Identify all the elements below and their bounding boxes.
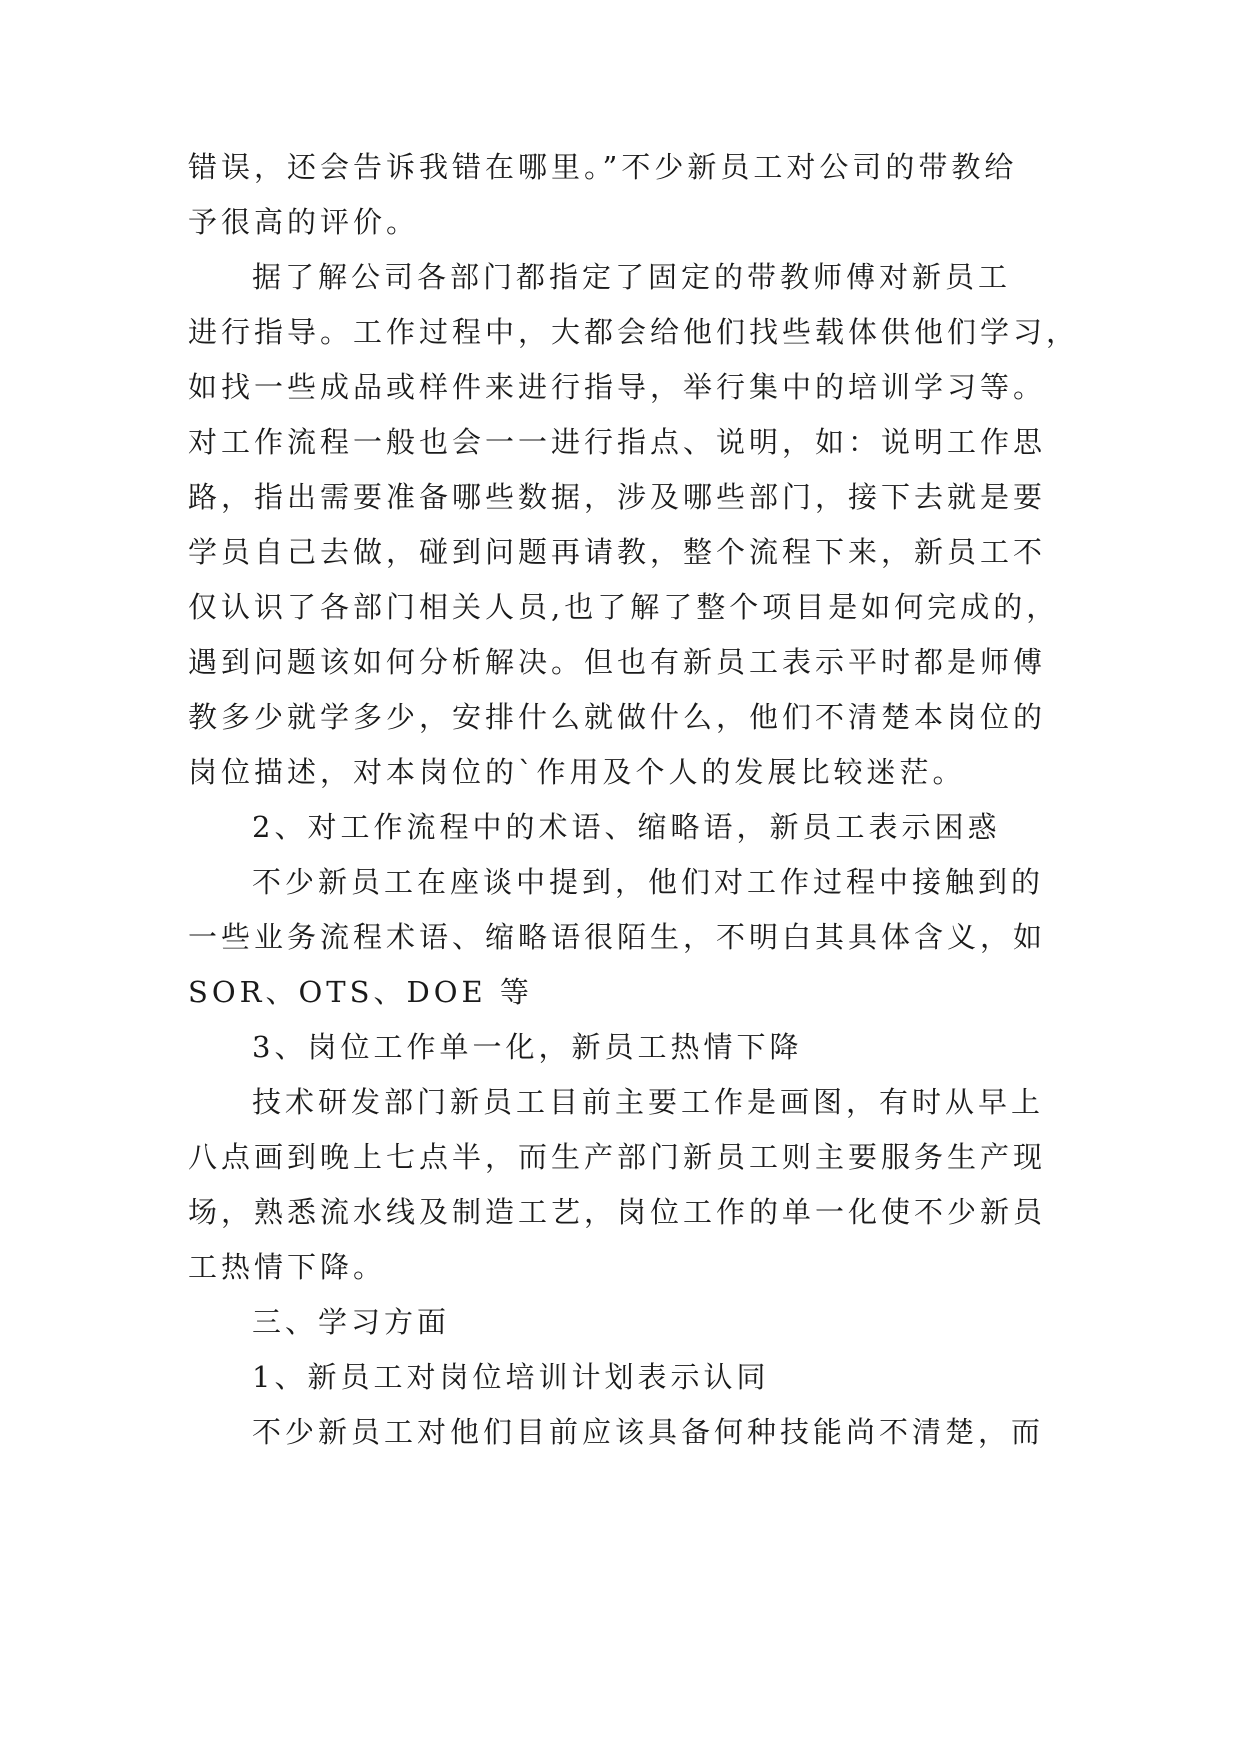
text-line: 进行指导。工作过程中，大都会给他们找些载体供他们学习， <box>188 315 1080 349</box>
text-line: 一些业务流程术语、缩略语很陌生，不明白其具体含义，如 <box>188 920 1047 954</box>
text-line: 错误，还会告诉我错在哪里。”不少新员工对公司的带教给 <box>188 150 1018 184</box>
text-line: SOR、OTS、DOE 等 <box>188 975 533 1009</box>
text-line: 路，指出需要准备哪些数据，涉及哪些部门，接下去就是要 <box>188 480 1047 514</box>
text-line: 岗位描述，对本岗位的`作用及个人的发展比较迷茫。 <box>188 755 966 789</box>
text-line: 仅认识了各部门相关人员,也了解了整个项目是如何完成的， <box>188 590 1060 624</box>
text-line: 工热情下降。 <box>188 1250 387 1284</box>
paragraph-start: 据了解公司各部门都指定了固定的带教师傅对新员工 <box>252 260 1012 294</box>
paragraph-start: 不少新员工在座谈中提到，他们对工作过程中接触到的 <box>252 865 1045 899</box>
text-line: 八点画到晚上七点半，而生产部门新员工则主要服务生产现 <box>188 1140 1047 1174</box>
paragraph-start: 不少新员工对他们目前应该具备何种技能尚不清楚，而 <box>252 1415 1045 1449</box>
section-heading: 1、新员工对岗位培训计划表示认同 <box>252 1360 770 1394</box>
text-line: 予很高的评价。 <box>188 205 420 239</box>
text-line: 学员自己去做，碰到问题再请教，整个流程下来，新员工不 <box>188 535 1047 569</box>
text-line: 教多少就学多少，安排什么就做什么，他们不清楚本岗位的 <box>188 700 1047 734</box>
text-line: 对工作流程一般也会一一进行指点、说明，如：说明工作思 <box>188 425 1047 459</box>
section-heading: 3、岗位工作单一化，新员工热情下降 <box>252 1030 803 1064</box>
section-heading: 三、学习方面 <box>252 1305 451 1339</box>
text-line: 遇到问题该如何分析解决。但也有新员工表示平时都是师傅 <box>188 645 1047 679</box>
text-line: 场，熟悉流水线及制造工艺，岗位工作的单一化使不少新员 <box>188 1195 1047 1229</box>
paragraph-start: 技术研发部门新员工目前主要工作是画图，有时从早上 <box>252 1085 1045 1119</box>
section-heading: 2、对工作流程中的术语、缩略语，新员工表示困惑 <box>252 810 1001 844</box>
text-line: 如找一些成品或样件来进行指导，举行集中的培训学习等。 <box>188 370 1047 404</box>
